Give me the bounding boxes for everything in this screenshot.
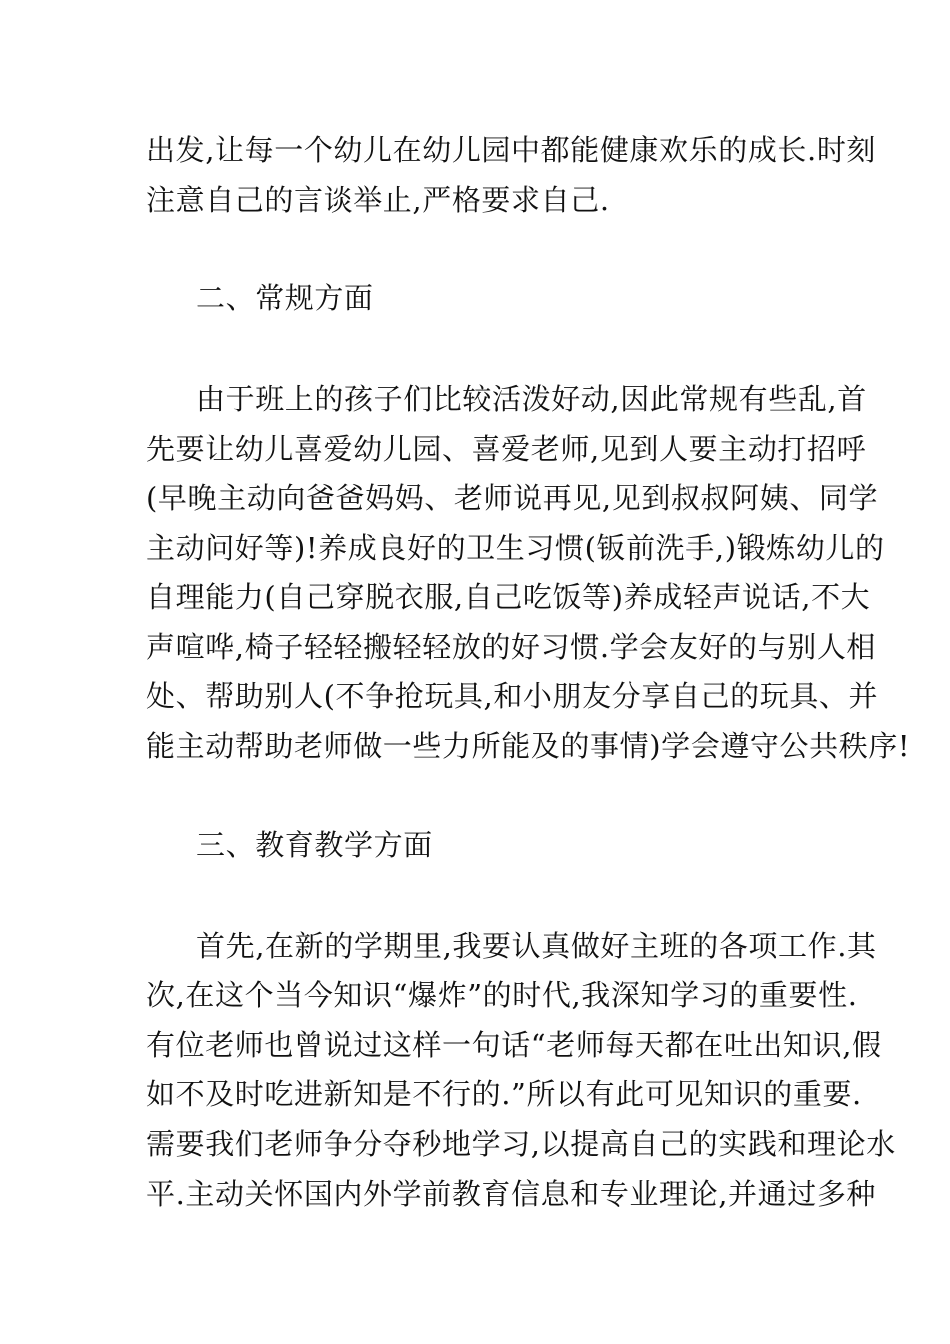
section-heading: 二、常规方面 xyxy=(196,281,374,315)
paragraph-line: 平.主动关怀国内外学前教育信息和专业理论,并通过多种 xyxy=(146,1177,877,1211)
paragraph-line: 能主动帮助老师做一些力所能及的事情)学会遵守公共秩序! xyxy=(146,729,911,763)
paragraph-line: 主动问好等)!养成良好的卫生习惯(钣前洗手,)锻炼幼儿的 xyxy=(146,531,885,565)
paragraph-line: 首先,在新的学期里,我要认真做好主班的各项工作.其 xyxy=(196,929,877,963)
paragraph-line: 出发,让每一个幼儿在幼儿园中都能健康欢乐的成长.时刻 xyxy=(146,133,877,167)
paragraph-line: 次,在这个当今知识“爆炸”的时代,我深知学习的重要性. xyxy=(146,978,858,1012)
paragraph-line: (早晚主动向爸爸妈妈、老师说再见,见到叔叔阿姨、同学 xyxy=(146,481,879,515)
paragraph-line: 由于班上的孩子们比较活泼好动,因此常规有些乱,首 xyxy=(196,382,867,416)
paragraph-line: 自理能力(自己穿脱衣服,自己吃饭等)养成轻声说话,不大 xyxy=(146,580,871,614)
paragraph-line: 如不及时吃进新知是不行的.”所以有此可见知识的重要. xyxy=(146,1077,862,1111)
section-heading: 三、教育教学方面 xyxy=(196,828,433,862)
paragraph-line: 声喧哗,椅子轻轻搬轻轻放的好习惯.学会友好的与别人相 xyxy=(146,630,877,664)
paragraph-line: 有位老师也曾说过这样一句话“老师每天都在吐出知识,假 xyxy=(146,1028,882,1062)
paragraph-line: 处、帮助别人(不争抢玩具,和小朋友分享自己的玩具、并 xyxy=(146,679,879,713)
paragraph-line: 需要我们老师争分夺秒地学习,以提高自己的实践和理论水 xyxy=(146,1127,896,1161)
paragraph-line: 注意自己的言谈举止,严格要求自己. xyxy=(146,183,610,217)
paragraph-line: 先要让幼儿喜爱幼儿园、喜爱老师,见到人要主动打招呼 xyxy=(146,432,867,466)
